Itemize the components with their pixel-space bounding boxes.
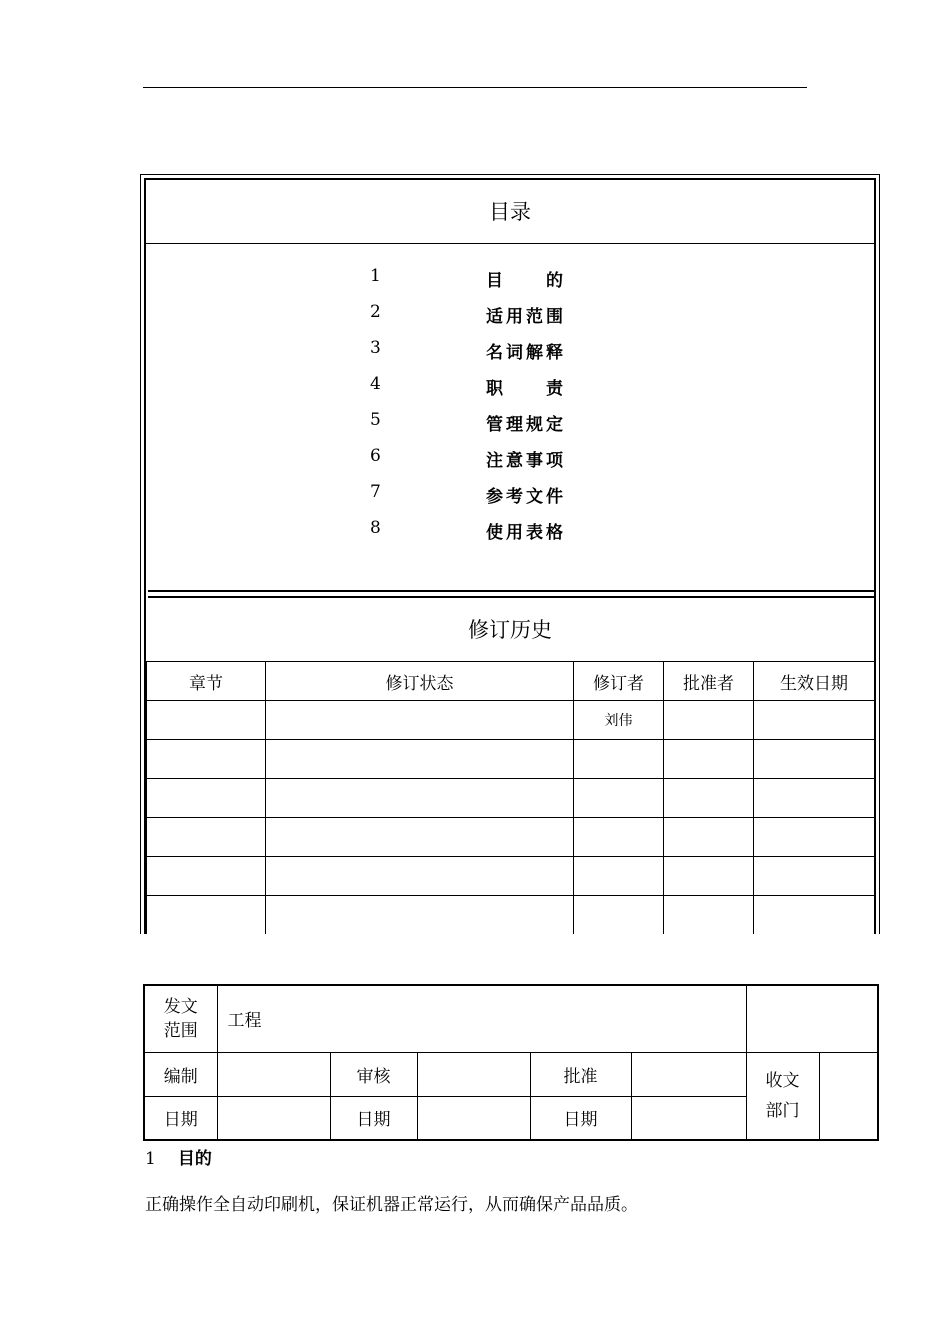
revision-history-table — [146, 661, 875, 934]
approved-label: 批准 — [530, 1052, 631, 1096]
date-value — [217, 1096, 330, 1140]
toc-item-number: 5 — [370, 410, 381, 430]
cell — [574, 818, 664, 857]
toc-item — [0, 266, 950, 290]
cell — [266, 818, 574, 857]
scope-label-cell — [144, 985, 217, 1052]
reviewed-value — [417, 1052, 530, 1096]
section-heading — [145, 1144, 212, 1169]
header-revision-status: 修订状态 — [266, 662, 574, 701]
cell — [664, 740, 754, 779]
cell — [754, 896, 875, 935]
cell — [574, 740, 664, 779]
table-row — [147, 740, 875, 779]
table-row — [147, 896, 875, 935]
cell — [147, 818, 266, 857]
date-value — [417, 1096, 530, 1140]
cell — [266, 896, 574, 935]
date-label: 日期 — [530, 1096, 631, 1140]
signoff-row — [144, 1052, 878, 1096]
toc-divider — [146, 243, 874, 244]
cell — [664, 896, 754, 935]
toc-item-label: 注意事项 — [486, 451, 563, 471]
toc-item — [0, 374, 950, 398]
cell — [147, 701, 266, 740]
header-rule — [143, 87, 807, 88]
cell — [754, 740, 875, 779]
toc-item-label: 目的 — [486, 271, 563, 291]
toc-item-label: 参考文件 — [486, 487, 563, 507]
table-row — [147, 857, 875, 896]
scope-row — [144, 985, 878, 1052]
date-label: 日期 — [330, 1096, 417, 1140]
toc-item-number: 6 — [370, 446, 381, 466]
cell — [266, 701, 574, 740]
cell — [147, 896, 266, 935]
toc-item-label: 适用范围 — [486, 307, 563, 327]
revision-history-title: 修订历史 — [468, 618, 552, 642]
cell — [266, 779, 574, 818]
approved-value — [631, 1052, 746, 1096]
toc-item-number: 4 — [370, 374, 381, 394]
section-separator — [148, 596, 874, 598]
section-title: 目的 — [177, 1149, 212, 1169]
cell — [147, 740, 266, 779]
toc-item-number: 1 — [370, 266, 381, 286]
distribution-table — [143, 984, 879, 1141]
toc-item-number: 8 — [370, 518, 381, 538]
section-body: 正确操作全自动印刷机，保证机器正常运行，从而确保产品品质。 — [145, 1195, 638, 1215]
toc-item-label: 管理规定 — [486, 415, 563, 435]
toc-item — [0, 446, 950, 470]
toc-item-number: 7 — [370, 482, 381, 502]
header-approver: 批准者 — [664, 662, 754, 701]
toc-item-number: 3 — [370, 338, 381, 358]
section-separator — [148, 590, 874, 592]
cell — [266, 857, 574, 896]
cell — [754, 818, 875, 857]
receiving-dept-value — [819, 1052, 878, 1140]
header-effective-date: 生效日期 — [754, 662, 875, 701]
reviewed-label: 审核 — [330, 1052, 417, 1096]
cell — [664, 857, 754, 896]
receiving-dept-label: 收文部门 — [765, 1070, 800, 1121]
toc-item-number: 2 — [370, 302, 381, 322]
table-header-row — [147, 662, 875, 701]
header-chapter: 章节 — [147, 662, 266, 701]
section-number: 1 — [145, 1149, 156, 1169]
cell — [574, 896, 664, 935]
cell — [147, 779, 266, 818]
prepared-label: 编制 — [144, 1052, 217, 1096]
scope-label: 发文范围 — [163, 996, 198, 1041]
toc-item — [0, 410, 950, 434]
receiving-dept-label-cell — [746, 1052, 819, 1140]
toc-item-label: 使用表格 — [486, 523, 563, 543]
cell-reviser: 刘伟 — [574, 701, 664, 740]
cell — [754, 779, 875, 818]
toc-item — [0, 338, 950, 362]
table-row — [147, 779, 875, 818]
cell — [754, 857, 875, 896]
toc-title: 目录 — [489, 200, 531, 224]
toc-item-label: 名词解释 — [486, 343, 563, 363]
cell — [574, 857, 664, 896]
header-reviser: 修订者 — [574, 662, 664, 701]
scope-empty-cell — [746, 985, 878, 1052]
toc-item — [0, 482, 950, 506]
toc-item — [0, 518, 950, 542]
cell — [266, 740, 574, 779]
scope-value: 工程 — [217, 985, 746, 1052]
toc-item — [0, 302, 950, 326]
table-row — [147, 701, 875, 740]
table-row — [147, 818, 875, 857]
cell — [664, 701, 754, 740]
cell — [754, 701, 875, 740]
date-value — [631, 1096, 746, 1140]
cell — [574, 779, 664, 818]
prepared-value — [217, 1052, 330, 1096]
toc-item-label: 职责 — [486, 379, 563, 399]
date-label: 日期 — [144, 1096, 217, 1140]
cell — [664, 818, 754, 857]
cell — [147, 857, 266, 896]
cell — [664, 779, 754, 818]
